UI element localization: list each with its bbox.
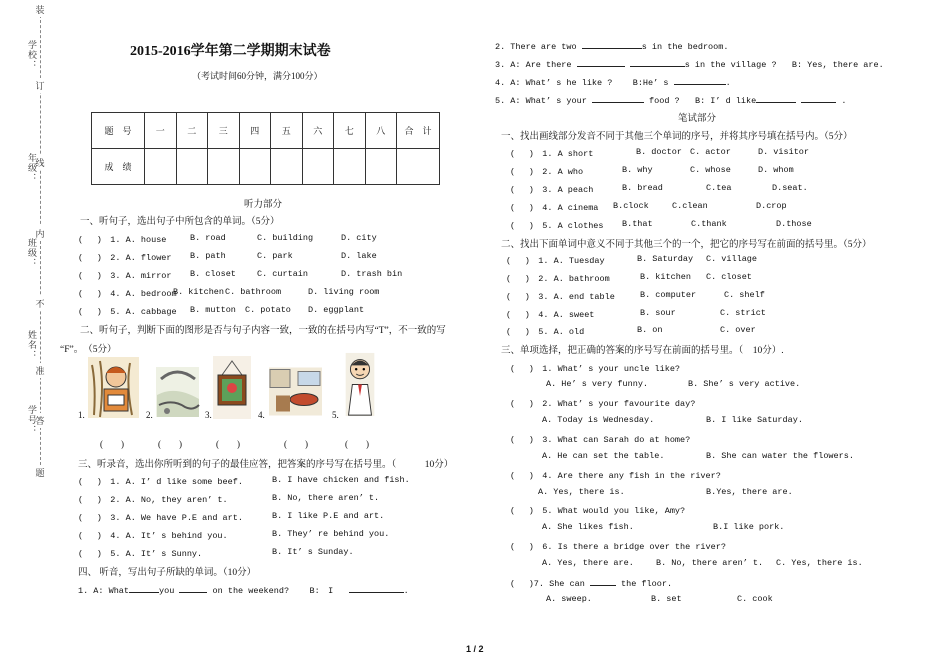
option-c: C. over [720,325,756,335]
option-a: A. Yes, there is. [538,487,625,497]
grade-field: 年级： [27,153,37,183]
boy-reading-picture [86,355,141,420]
listening-s2-title: 二、听句子，判断下面的图形是否与句子内容一致，一致的在括号内写“T”，不一致的写 [80,326,446,336]
answer-bracket[interactable]: ( ) [345,439,369,449]
score-cell[interactable] [208,149,240,185]
option-b: B. She can water the flowers. [706,451,854,461]
score-table-col: 四 [239,113,271,149]
list-item: ( ) 4. A. bedroom [78,289,177,299]
list-item: ( ) 1. A. house [78,235,167,245]
answer-bracket[interactable]: ( ) [284,439,308,449]
option-c: C. bathroom [225,287,282,297]
option-c: C. building [257,233,314,243]
picture-label: 3. [205,410,212,420]
option-b: B. No, there aren’ t. [272,493,380,503]
list-item: ( ) 3. A. We have P.E and art. [78,513,243,523]
listening-s1-title: 一、听句子，选出句子中所包含的单词。（5分） [80,217,280,227]
listening-s4-title: 四、 听音，写出句子所缺的单词。（10分） [78,568,257,578]
option-b: B. I like P.E and art. [272,511,385,521]
option-b: B. sour [640,308,676,318]
question-item: ( )7. She can the floor. [510,576,672,589]
option-c: C. cook [737,594,773,604]
answer-bracket[interactable]: ( ) [216,439,240,449]
list-item: ( ) 2. A. flower [78,253,172,263]
binding-char: 答 [34,413,46,428]
framed-picture-on-wall [212,355,252,420]
answer-blank[interactable] [349,583,404,593]
option-c: C. park [257,251,293,261]
list-item: ( ) 1. A. I’ d like some beef. [78,477,243,487]
score-cell[interactable] [239,149,271,185]
written-w1-title: 一、找出画线部分发音不同于其他三个单词的序号，并将其序号填在括号内。（5分） [501,132,853,142]
option-c: C. shelf [724,290,765,300]
option-b: B. They’ re behind you. [272,529,390,539]
listening-s2-title-cont: “F”。 （5分） [60,345,117,355]
fill-sentence-2: 2. There are two s in the bedroom. [495,39,728,52]
binding-char: 内 [34,226,46,241]
name-field: 姓名： [27,330,37,360]
option-b: B. kitchen [173,287,225,297]
option-d: D. living room [308,287,380,297]
score-table-col: 合 计 [397,113,440,149]
option-b: B. mutton [190,305,236,315]
option-d: D. lake [341,251,377,261]
score-cell[interactable] [334,149,366,185]
question-item: ( ) 4. Are there any fish in the river? [510,471,721,481]
answer-blank[interactable] [592,93,644,103]
answer-blank[interactable] [630,57,685,67]
option-d: D.seat. [772,183,808,193]
option-b: B. No, there aren’ t. [656,558,764,568]
option-c: C. Yes, there is. [776,558,863,568]
option-b: B. I have chicken and fish. [272,475,410,485]
answer-bracket[interactable]: ( ) [158,439,182,449]
fill-sentence-5: 5. A: What’ s your food ? B: I’ d like . [495,93,847,106]
option-d: D.crop [756,201,787,211]
option-d: D. city [341,233,377,243]
written-heading: 笔试部分 [678,114,717,124]
answer-blank[interactable] [582,39,642,49]
option-c: C. strict [720,308,766,318]
question-item: ( ) 1. What’ s your uncle like? [510,364,681,374]
list-item: ( ) 3. A. end table [506,292,615,302]
option-b: B. why [622,165,653,175]
list-item: ( ) 3. A peach [510,185,594,195]
answer-bracket[interactable]: ( ) [100,439,124,449]
fill-sentence-4: 4. A: What’ s he like ? B:He’ s . [495,75,731,88]
list-item: ( ) 1. A short [510,149,594,159]
answer-blank[interactable] [801,93,836,103]
score-table [91,112,440,185]
option-c: C.tea [706,183,732,193]
score-cell[interactable] [397,149,440,185]
picture-label: 1. [78,410,85,420]
binding-char: 订 [34,78,46,93]
question-item: ( ) 5. What would you like, Amy? [510,506,686,516]
question-item: ( ) 2. What’ s your favourite day? [510,399,696,409]
answer-blank[interactable] [129,583,159,593]
option-d: D. eggplant [308,305,365,315]
option-c: C. actor [690,147,731,157]
answer-blank[interactable] [756,93,796,103]
option-b: B. She’ s very active. [688,379,801,389]
option-a: A. sweep. [546,594,592,604]
list-item: ( ) 4. A. sweet [506,310,595,320]
list-item: ( ) 2. A. No, they aren’ t. [78,495,228,505]
question-item: ( ) 3. What can Sarah do at home? [510,435,691,445]
listening-heading: 听力部分 [244,200,283,210]
option-b: B. road [190,233,226,243]
score-table-col: 五 [271,113,303,149]
option-c: C. whose [690,165,731,175]
binding-char: 装 [34,2,46,17]
option-b: B. I like Saturday. [706,415,803,425]
option-b: B. path [190,251,226,261]
option-b: B. Saturday [637,254,694,264]
list-item: ( ) 4. A. It’ s behind you. [78,531,228,541]
option-b: B.I like pork. [713,522,785,532]
score-cell[interactable] [302,149,334,185]
answer-blank[interactable] [674,75,726,85]
option-c: C. potato [245,305,291,315]
option-a: A. Today is Wednesday. [542,415,655,425]
kitchen-table-picture [268,355,323,420]
page-number: 1 / 2 [466,644,484,654]
score-cell[interactable] [176,149,208,185]
binding-char: 不 [34,296,46,311]
option-b: B. closet [190,269,236,279]
option-b: B.Yes, there are. [706,487,793,497]
binding-char: 线 [34,155,46,170]
option-c: C.thank [691,219,727,229]
option-b: B.that [622,219,653,229]
written-w3-title: 三、单项选择，把正确的答案的序号写在前面的括号里。（ 10分）. [501,346,784,356]
school-field: 学校： [27,40,37,70]
option-b: B. set [651,594,682,604]
fill-sentence-3: 3. A: Are there s in the village ? B: Yes, there are. [495,57,884,70]
option-d: D.those [776,219,812,229]
exam-subtitle: （考试时间60分钟，满分100分） [192,71,323,81]
binding-strip [0,0,60,672]
option-b: B. doctor [636,147,682,157]
fill-sentence-1: 1. A: What you on the weekend? B: I . [78,583,409,596]
man-portrait-picture [344,352,376,417]
score-table-col: 八 [365,113,397,149]
option-d: D. visitor [758,147,810,157]
option-c: C. closet [706,272,752,282]
option-b: B. computer [640,290,697,300]
picture-label: 2. [146,410,153,420]
option-a: A. She likes fish. [542,522,634,532]
option-c: C. village [706,254,758,264]
option-b: B. It’ s Sunday. [272,547,354,557]
option-c: C.clean [672,201,708,211]
option-b: B. kitchen [640,272,692,282]
student-id-field: 学号： [27,405,37,435]
option-a: A. He can set the table. [542,451,665,461]
score-table-col: 三 [208,113,240,149]
written-w2-title: 二、找出下面单词中意义不同于其他三个的一个，把它的序号写在前面的括号里。（5分） [501,240,872,250]
list-item: ( ) 2. A. bathroom [506,274,610,284]
score-table-col: 六 [302,113,334,149]
score-cell[interactable] [271,149,303,185]
score-table-row-label: 题 号 [92,113,145,149]
exam-title: 2015-2016学年第二学期期末试卷 [130,44,331,59]
score-table-row-label: 成 绩 [92,149,145,185]
bridge-river-picture [155,355,200,420]
list-item: ( ) 4. A cinema [510,203,599,213]
list-item: ( ) 1. A. Tuesday [506,256,605,266]
option-d: D. trash bin [341,269,403,279]
list-item: ( ) 2. A who [510,167,584,177]
option-c: C. curtain [257,269,309,279]
question-item: ( ) 6. Is there a bridge over the river? [510,542,726,552]
class-field: 班级： [27,238,37,268]
picture-label: 5. [332,410,339,420]
binding-char: 准 [34,363,46,378]
option-b: B.clock [613,201,649,211]
option-b: B. bread [622,183,663,193]
option-b: B. on [637,325,663,335]
score-cell[interactable] [145,149,177,185]
list-item: ( ) 5. A. cabbage [78,307,177,317]
list-item: ( ) 5. A. old [506,327,585,337]
option-a: A. He’ s very funny. [546,379,649,389]
binding-char: 题 [34,465,46,480]
score-cell[interactable] [365,149,397,185]
listening-s3-title: 三、听录音，选出你所听到的句子的最佳应答，把答案的序号写在括号里。（ 10分） [78,460,454,470]
score-table-col: 二 [176,113,208,149]
list-item: ( ) 5. A clothes [510,221,604,231]
answer-blank[interactable] [590,576,616,586]
answer-blank[interactable] [179,583,207,593]
list-item: ( ) 3. A. mirror [78,271,172,281]
picture-label: 4. [258,410,265,420]
answer-blank[interactable] [577,57,625,67]
score-table-col: 一 [145,113,177,149]
option-d: D. whom [758,165,794,175]
option-a: A. Yes, there are. [542,558,634,568]
list-item: ( ) 5. A. It’ s Sunny. [78,549,203,559]
score-table-col: 七 [334,113,366,149]
